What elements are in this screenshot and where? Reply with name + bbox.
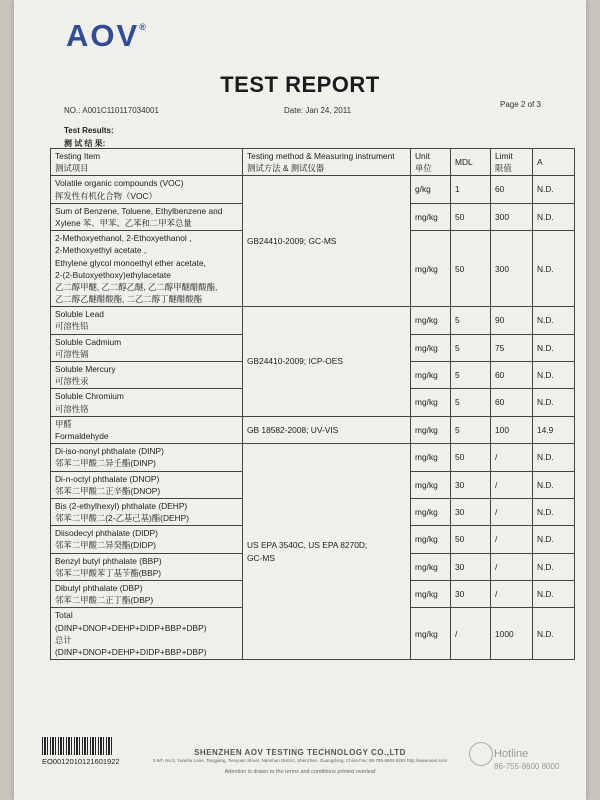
- item-cell: Total (DINP+DNOP+DEHP+DIDP+BBP+DBP) 总计 (DINP+DNOP+DEHP+DIDP+BBP+DBP): [51, 608, 243, 660]
- results-table: [50, 148, 575, 660]
- item-cell: Sum of Benzene, Toluene, Ethylbenzene and Xylene 苯、甲苯、乙苯和二甲苯总量: [51, 203, 243, 230]
- limit-cell: 60: [491, 176, 533, 203]
- unit-cell: mg/kg: [411, 581, 451, 608]
- result-cell: N.D.: [533, 471, 575, 498]
- limit-cell: 75: [491, 334, 533, 361]
- company-address: 2-6/F, No.5, Yuanhu Lane, Tangjiang, Tiesyuan Street, Nanshan District, Shenzhen, Guangdong, China Fax: 86-755-8600 8262 http://www.aovt.com: [152, 758, 448, 763]
- table-row: [51, 307, 575, 334]
- result-cell: N.D.: [533, 307, 575, 334]
- header-mdl: MDL: [451, 149, 491, 176]
- result-cell: N.D.: [533, 362, 575, 389]
- page-number: Page 2 of 3: [500, 100, 541, 109]
- report-date: Date: Jan 24, 2011: [284, 106, 352, 115]
- unit-cell: mg/kg: [411, 526, 451, 553]
- result-cell: N.D.: [533, 498, 575, 525]
- unit-cell: mg/kg: [411, 498, 451, 525]
- mdl-cell: 30: [451, 498, 491, 525]
- result-cell: N.D.: [533, 176, 575, 203]
- table-row: [51, 416, 575, 443]
- mdl-cell: 50: [451, 203, 491, 230]
- item-cell: 2-Methoxyethanol, 2-Ethoxyethanol , 2-Methoxyethyl acetate , Ethylene glycol monoethyl ether acetate, 2-(2-Butoxyethoxy)ethylacetate 乙二醇甲醚, 乙二醇乙醚, 乙二醇甲醚醋酸酯, 乙二醇乙醚醋酸酯, 二乙二醇丁醚醋酸酯: [51, 231, 243, 307]
- unit-cell: mg/kg: [411, 444, 451, 471]
- result-cell: N.D.: [533, 608, 575, 660]
- mdl-cell: 5: [451, 307, 491, 334]
- method-cell: US EPA 3540C, US EPA 8270D; GC-MS: [243, 444, 411, 660]
- table-row: [51, 176, 575, 203]
- item-cell: Soluble Mercury 可溶性汞: [51, 362, 243, 389]
- result-cell: N.D.: [533, 389, 575, 416]
- result-cell: N.D.: [533, 203, 575, 230]
- item-cell: Di-n-octyl phthalate (DNOP) 邻苯二甲酸二正辛酯(DNOP): [51, 471, 243, 498]
- method-cell: GB24410-2009; ICP-OES: [243, 307, 411, 417]
- mdl-cell: 5: [451, 416, 491, 443]
- limit-cell: /: [491, 581, 533, 608]
- unit-cell: mg/kg: [411, 471, 451, 498]
- limit-cell: 1000: [491, 608, 533, 660]
- limit-cell: /: [491, 444, 533, 471]
- terms-note: Attention is drawn to the terms and conditions printed overleaf: [224, 769, 376, 775]
- unit-cell: mg/kg: [411, 231, 451, 307]
- result-cell: N.D.: [533, 231, 575, 307]
- item-cell: Soluble Lead 可溶性铅: [51, 307, 243, 334]
- table-header-row: [51, 149, 575, 176]
- unit-cell: g/kg: [411, 176, 451, 203]
- result-cell: 14.9: [533, 416, 575, 443]
- unit-cell: mg/kg: [411, 553, 451, 580]
- table-row: [51, 444, 575, 471]
- item-cell: Soluble Cadmium 可溶性镉: [51, 334, 243, 361]
- mdl-cell: 30: [451, 553, 491, 580]
- report-page: [14, 0, 586, 800]
- mdl-cell: 5: [451, 389, 491, 416]
- header-unit: Unit 单位: [411, 149, 451, 176]
- unit-cell: mg/kg: [411, 307, 451, 334]
- item-cell: Diisodecyl phthalate (DIDP) 邻苯二甲酸二异癸酯(DIDP): [51, 526, 243, 553]
- header-item: Testing Item 测试项目: [51, 149, 243, 176]
- result-cell: N.D.: [533, 526, 575, 553]
- limit-cell: 100: [491, 416, 533, 443]
- report-title: TEST REPORT: [220, 72, 380, 97]
- phone-icon: [469, 742, 493, 766]
- unit-cell: mg/kg: [411, 334, 451, 361]
- limit-cell: 300: [491, 203, 533, 230]
- limit-cell: 90: [491, 307, 533, 334]
- method-cell: GB24410-2009; GC-MS: [243, 176, 411, 307]
- header-method: Testing method & Measuring instrument 测试方法 & 测试仪器: [243, 149, 411, 176]
- mdl-cell: 5: [451, 334, 491, 361]
- unit-cell: mg/kg: [411, 389, 451, 416]
- limit-cell: /: [491, 498, 533, 525]
- mdl-cell: 50: [451, 231, 491, 307]
- barcode-number: EO0012010121601922: [42, 757, 120, 766]
- item-cell: Bis (2-ethylhexyl) phthalate (DEHP) 邻苯二甲酸二(2-乙基己基)酯(DEHP): [51, 498, 243, 525]
- company-name: SHENZHEN AOV TESTING TECHNOLOGY CO.,LTD: [194, 748, 406, 757]
- mdl-cell: 1: [451, 176, 491, 203]
- result-cell: N.D.: [533, 581, 575, 608]
- mdl-cell: 30: [451, 471, 491, 498]
- item-cell: Di-iso-nonyl phthalate (DINP) 邻苯二甲酸二异壬酯(DINP): [51, 444, 243, 471]
- results-heading-cn: 测 试 结 果:: [64, 139, 106, 148]
- unit-cell: mg/kg: [411, 362, 451, 389]
- header-result: A: [533, 149, 575, 176]
- unit-cell: mg/kg: [411, 203, 451, 230]
- item-cell: Volatile organic compounds (VOC) 挥发性有机化合物（VOC）: [51, 176, 243, 203]
- limit-cell: /: [491, 526, 533, 553]
- hotline-number: 86-755-8600 8000: [494, 762, 560, 771]
- company-logo: AOV®: [66, 18, 148, 53]
- result-cell: N.D.: [533, 553, 575, 580]
- mdl-cell: /: [451, 608, 491, 660]
- report-number: NO.: A001C110117034001: [64, 106, 159, 115]
- results-heading-en: Test Results:: [64, 126, 114, 135]
- item-cell: Dibutyl phthalate (DBP) 邻苯二甲酸二正丁酯(DBP): [51, 581, 243, 608]
- method-cell: GB 18582-2008; UV-VIS: [243, 416, 411, 443]
- item-cell: Benzyl butyl phthalate (BBP) 邻苯二甲酸苯丁基苄酯(BBP): [51, 553, 243, 580]
- limit-cell: 300: [491, 231, 533, 307]
- mdl-cell: 5: [451, 362, 491, 389]
- limit-cell: /: [491, 471, 533, 498]
- unit-cell: mg/kg: [411, 608, 451, 660]
- item-cell: 甲醛 Formaldehyde: [51, 416, 243, 443]
- limit-cell: /: [491, 553, 533, 580]
- result-cell: N.D.: [533, 334, 575, 361]
- mdl-cell: 50: [451, 444, 491, 471]
- item-cell: Soluble Chromium 可溶性铬: [51, 389, 243, 416]
- limit-cell: 60: [491, 362, 533, 389]
- hotline-label: Hotline: [494, 748, 529, 760]
- mdl-cell: 50: [451, 526, 491, 553]
- result-cell: N.D.: [533, 444, 575, 471]
- mdl-cell: 30: [451, 581, 491, 608]
- header-limit: Limit 限值: [491, 149, 533, 176]
- unit-cell: mg/kg: [411, 416, 451, 443]
- limit-cell: 60: [491, 389, 533, 416]
